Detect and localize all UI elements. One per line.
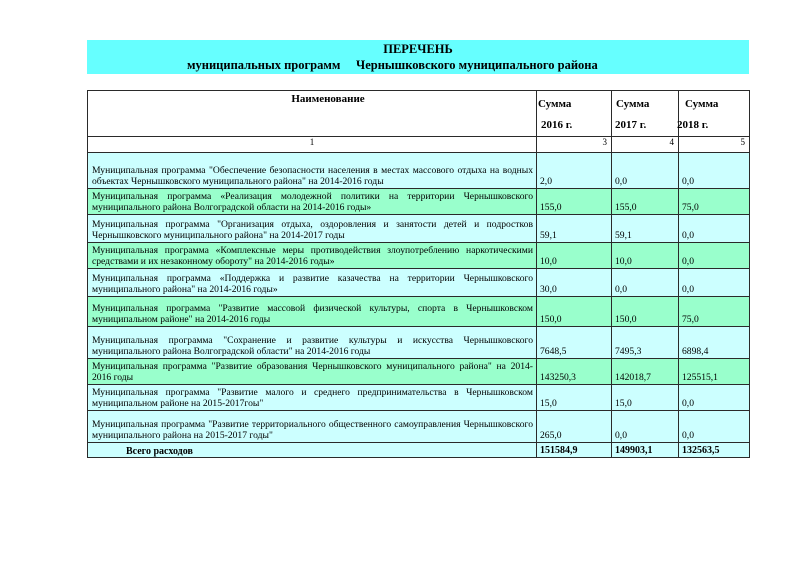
value-2016: 59,1: [537, 215, 612, 243]
header-2018: [679, 91, 750, 137]
table-row: [88, 269, 750, 297]
table-row: [88, 327, 750, 359]
title-heading: ПЕРЕЧЕНЬ: [383, 42, 453, 56]
value-2016: 150,0: [537, 297, 612, 327]
table-row: [88, 385, 750, 411]
table-row: [88, 297, 750, 327]
value-2017: 155,0: [612, 189, 679, 215]
col-number-5: 5: [679, 137, 750, 153]
table-row: [88, 359, 750, 385]
program-name: Муниципальная программа "Организация отдыха, оздоровления и занятости детей и подростков Чернышковского муниципального района" на 2014-2017 годы: [88, 215, 537, 243]
title-subheading: муниципальных программ Чернышковского муниципального района: [187, 58, 598, 72]
value-2016: 10,0: [537, 243, 612, 269]
value-2017: 10,0: [612, 243, 679, 269]
value-2018: 0,0: [679, 153, 750, 189]
program-name: Муниципальная программа "Сохранение и развитие культуры и искусства Чернышковского муниципального района Волгоградской области" на 2014-2016 годы: [88, 327, 537, 359]
value-2018: 0,0: [679, 215, 750, 243]
program-name: Муниципальная программа "Обеспечение безопасности населения в местах массового отдыха на водных объектах Чернышковского муниципального района" на 2014-2016 годы: [88, 153, 537, 189]
header-2017-line2: 2017 г.: [615, 119, 647, 131]
value-2016: 15,0: [537, 385, 612, 411]
value-2016: 265,0: [537, 411, 612, 443]
value-2017: 59,1: [612, 215, 679, 243]
header-name-label: Наименование: [291, 93, 365, 105]
value-2017: 7495,3: [612, 327, 679, 359]
value-2018: 0,0: [679, 385, 750, 411]
col-number-1: 1: [88, 137, 537, 153]
program-name: Муниципальная программа "Развитие массовой физической культуры, спорта в Чернышковском муниципальном районе" на 2014-2016 годы: [88, 297, 537, 327]
header-2016: [537, 91, 612, 137]
total-label: [88, 443, 537, 458]
header-row: [88, 91, 750, 137]
value-2016: 30,0: [537, 269, 612, 297]
col-number-3: 3: [537, 137, 612, 153]
header-2017-line1: Сумма: [616, 98, 650, 110]
value-2017: 0,0: [612, 269, 679, 297]
value-2017: 0,0: [612, 153, 679, 189]
table-row: [88, 215, 750, 243]
total-2018: 132563,5: [679, 443, 750, 458]
total-row: [88, 443, 750, 458]
value-2017: 142018,7: [612, 359, 679, 385]
program-name: Муниципальная программа "Развитие образования Чернышковского муниципального района" на 2014-2016 годы: [88, 359, 537, 385]
program-name: Муниципальная программа «Реализация молодежной политики на территории Чернышковского муниципального района Волгоградской области на 2014-2016 годы»: [88, 189, 537, 215]
header-2018-line1: Сумма: [685, 98, 719, 110]
value-2016: 143250,3: [537, 359, 612, 385]
program-name: Муниципальная программа "Развитие малого и среднего предпринимательства в Чернышковском муниципальном районе на 2015-2017гоы": [88, 385, 537, 411]
value-2018: 125515,1: [679, 359, 750, 385]
total-label-text: Всего расходов: [126, 446, 193, 457]
value-2018: 0,0: [679, 269, 750, 297]
table-row: [88, 243, 750, 269]
value-2017: 15,0: [612, 385, 679, 411]
value-2018: 0,0: [679, 243, 750, 269]
total-2017: 149903,1: [612, 443, 679, 458]
header-2018-line2: 2018 г.: [677, 119, 709, 131]
table-row: [88, 153, 750, 189]
value-2018: 75,0: [679, 297, 750, 327]
value-2016: 2,0: [537, 153, 612, 189]
title-banner: [87, 40, 749, 74]
value-2018: 0,0: [679, 411, 750, 443]
program-name: Муниципальная программа "Развитие территориального общественного самоуправления Чернышковского муниципального района на 2015-2017 годы": [88, 411, 537, 443]
value-2017: 0,0: [612, 411, 679, 443]
programs-table: [87, 90, 750, 458]
column-number-row: [88, 137, 750, 153]
value-2016: 155,0: [537, 189, 612, 215]
total-2016: 151584,9: [537, 443, 612, 458]
program-name: Муниципальная программа «Поддержка и развитие казачества на территории Чернышковского муниципального района" на 2014-2016 годы»: [88, 269, 537, 297]
table-row: [88, 189, 750, 215]
header-2016-line2: 2016 г.: [541, 119, 573, 131]
value-2018: 6898,4: [679, 327, 750, 359]
header-2017: [612, 91, 679, 137]
col-number-4: 4: [612, 137, 679, 153]
program-name: Муниципальная программа «Комплексные меры противодействия злоупотреблению наркотическими средствами и их незаконному обороту" на 2014-2016 годы»: [88, 243, 537, 269]
value-2016: 7648,5: [537, 327, 612, 359]
value-2017: 150,0: [612, 297, 679, 327]
header-2016-line1: Сумма: [538, 98, 572, 110]
value-2018: 75,0: [679, 189, 750, 215]
header-name: [88, 91, 537, 137]
table-row: [88, 411, 750, 443]
